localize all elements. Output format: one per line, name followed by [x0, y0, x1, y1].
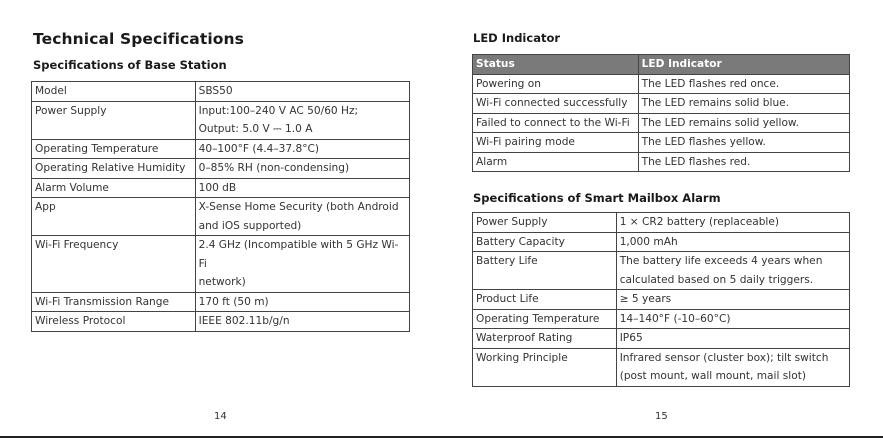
- table-row: [32, 139, 410, 159]
- spec-value: [616, 290, 849, 310]
- table-row: [32, 159, 410, 179]
- table-row: [473, 290, 850, 310]
- spec-value-line: calculated based on 5 daily triggers.: [619, 273, 814, 286]
- spec-label: Battery Life: [473, 252, 617, 290]
- table-row: [473, 348, 850, 386]
- spec-label: Waterproof Rating: [473, 329, 617, 349]
- led-status-cell: Alarm: [473, 152, 639, 172]
- led-status-cell: Wi-Fi connected successfully: [473, 94, 639, 114]
- table-row: [32, 312, 410, 332]
- spec-label: Wi-Fi Transmission Range: [32, 292, 196, 312]
- right-page: [440, 0, 883, 442]
- bottom-divider: [0, 436, 883, 438]
- spec-value-line: 1 × CR2 battery (replaceable): [619, 216, 780, 228]
- spec-value-line: 0–85% RH (non-condensing): [198, 162, 350, 174]
- spec-value-line: 100 dB: [198, 181, 237, 194]
- spec-value-line: The battery life exceeds 4 years when: [619, 255, 823, 267]
- spec-value: [195, 159, 409, 179]
- spec-value-line: 1,000 mAh: [619, 235, 678, 248]
- base-station-spec-table: [31, 81, 410, 332]
- spec-value-line: 40–100°F (4.4–37.8°C): [198, 142, 320, 155]
- led-indicator-cell: The LED remains solid blue.: [638, 94, 849, 114]
- table-row: [32, 198, 410, 236]
- spec-label: Wireless Protocol: [32, 312, 196, 332]
- table-row: [32, 178, 410, 198]
- led-indicator-cell: The LED flashes yellow.: [638, 133, 849, 153]
- table-row: [473, 213, 850, 233]
- spec-value: [195, 198, 409, 236]
- table-row: [473, 329, 850, 349]
- led-indicator-cell: The LED remains solid yellow.: [638, 113, 849, 133]
- led-status-cell: Failed to connect to the Wi-Fi: [473, 113, 639, 133]
- table-row: [473, 133, 850, 153]
- left-page: [0, 0, 440, 442]
- page-number-left: 14: [214, 411, 227, 422]
- spec-label: Operating Relative Humidity: [32, 159, 196, 179]
- spec-value: [195, 82, 409, 102]
- spec-label: Alarm Volume: [32, 178, 196, 198]
- spec-value: [616, 232, 849, 252]
- table-row: [473, 152, 850, 172]
- table-row: [473, 309, 850, 329]
- page-number-right: 15: [655, 411, 668, 422]
- spec-value-line: and iOS supported): [198, 219, 302, 232]
- spec-label: Model: [32, 82, 196, 102]
- led-indicator-cell: The LED flashes red once.: [638, 74, 849, 94]
- spec-value: [616, 329, 849, 349]
- spec-value: [195, 139, 409, 159]
- table-row: [32, 101, 410, 139]
- spec-value-line: Input:100–240 V AC 50/60 Hz;: [198, 104, 359, 117]
- led-status-cell: Powering on: [473, 74, 639, 94]
- spec-value-line: Output: 5.0 V ⎓ 1.0 A: [198, 123, 313, 135]
- spec-value-line: 14–140°F (-10–60°C): [619, 312, 731, 325]
- spec-value: [195, 312, 409, 332]
- spec-label: Operating Temperature: [473, 309, 617, 329]
- base-station-heading: Specifications of Base Station: [33, 58, 227, 72]
- spec-label: Wi-Fi Frequency: [32, 236, 196, 293]
- spec-value: [195, 236, 409, 293]
- table-row: [473, 252, 850, 290]
- led-indicator-heading: LED Indicator: [473, 31, 561, 45]
- spec-value-line: X-Sense Home Security (both Android: [198, 201, 399, 213]
- mailbox-alarm-spec-table: [472, 212, 850, 387]
- spec-value: [195, 292, 409, 312]
- spec-value-line: IEEE 802.11b/g/n: [198, 315, 290, 327]
- led-table-header-row: [473, 55, 850, 75]
- spec-value: [616, 252, 849, 290]
- spec-label: Battery Capacity: [473, 232, 617, 252]
- led-status-cell: Wi-Fi pairing mode: [473, 133, 639, 153]
- header-status: Status: [473, 55, 639, 75]
- spec-value: [616, 213, 849, 233]
- spec-label: Product Life: [473, 290, 617, 310]
- spec-value-line: IP65: [619, 332, 643, 344]
- spec-value-line: (post mount, wall mount, mail slot): [619, 370, 807, 382]
- table-row: [32, 292, 410, 312]
- spec-value: [616, 309, 849, 329]
- mailbox-alarm-heading: Specifications of Smart Mailbox Alarm: [473, 191, 721, 205]
- table-row: [473, 74, 850, 94]
- led-indicator-table: [472, 54, 850, 172]
- spec-label: Power Supply: [32, 101, 196, 139]
- table-row: [473, 113, 850, 133]
- spec-label: Operating Temperature: [32, 139, 196, 159]
- spec-value-line: SBS50: [198, 85, 233, 97]
- spec-value: [195, 178, 409, 198]
- spec-label: App: [32, 198, 196, 236]
- spec-value: [195, 101, 409, 139]
- spec-label: Power Supply: [473, 213, 617, 233]
- spec-value: [616, 348, 849, 386]
- table-row: [473, 232, 850, 252]
- table-row: [473, 94, 850, 114]
- table-row: [32, 82, 410, 102]
- table-row: [32, 236, 410, 293]
- spec-value-line: 2.4 GHz (Incompatible with 5 GHz Wi-Fi: [198, 239, 399, 270]
- spec-value-line: 170 ft (50 m): [198, 295, 269, 308]
- spec-value-line: ≥ 5 years: [619, 293, 672, 305]
- spec-label: Working Principle: [473, 348, 617, 386]
- spec-value-line: Infrared sensor (cluster box); tilt switch: [619, 351, 829, 364]
- spec-value-line: network): [198, 276, 246, 288]
- led-indicator-cell: The LED flashes red.: [638, 152, 849, 172]
- header-led-indicator: LED Indicator: [638, 55, 849, 75]
- page-title: Technical Specifications: [33, 30, 244, 48]
